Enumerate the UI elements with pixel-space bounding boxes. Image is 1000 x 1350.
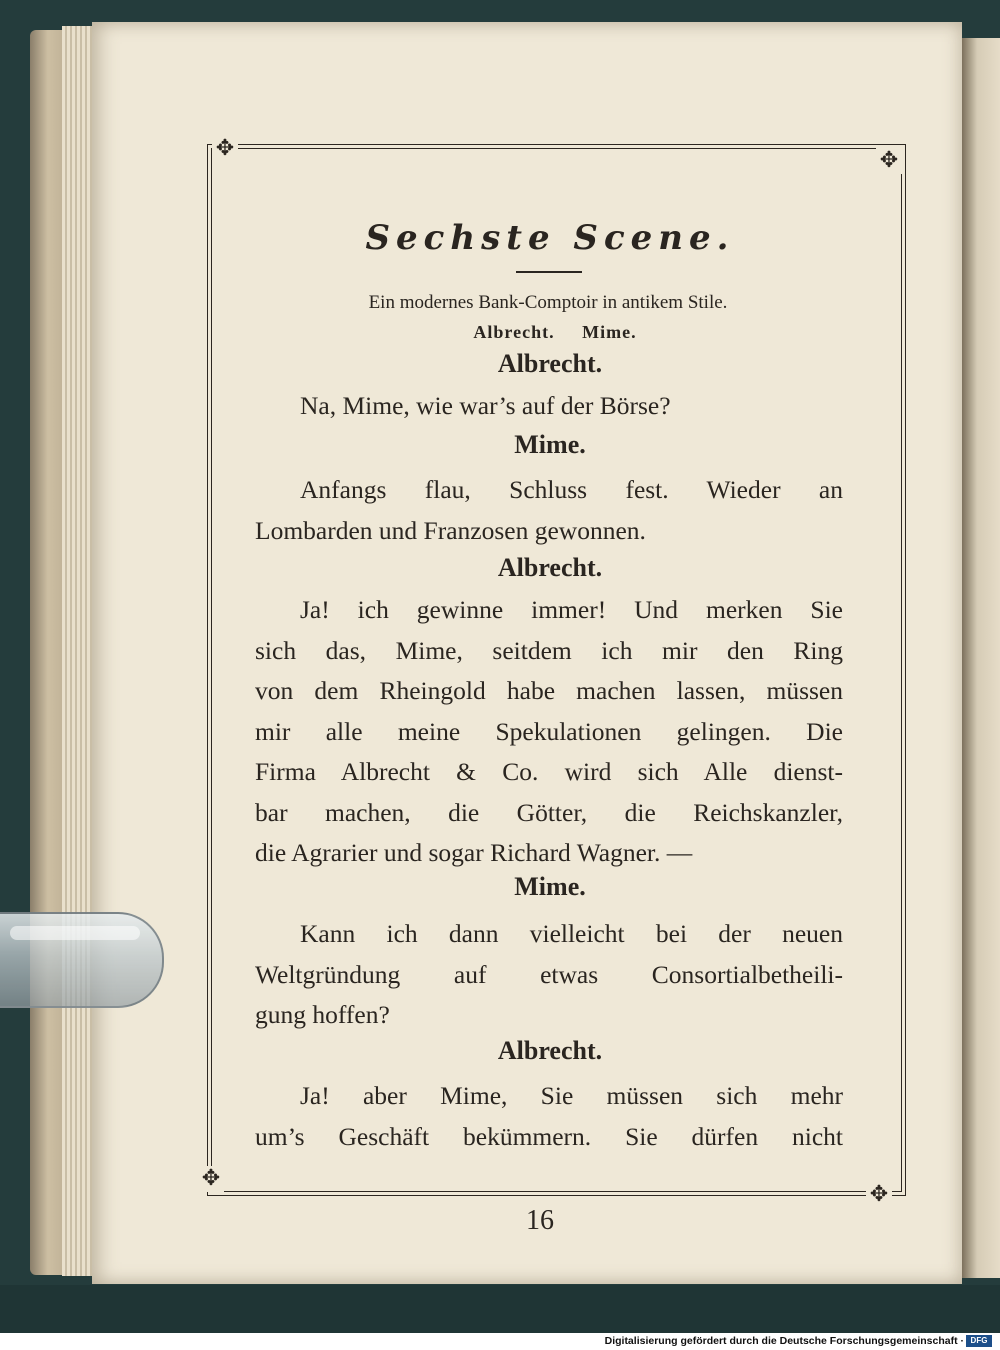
dialogue-text <box>255 386 843 427</box>
dialogue-line: um’s Geschäft bekümmern. Sie dürfen nicht <box>255 1121 843 1151</box>
cast-mime: Mime. <box>582 322 637 342</box>
title-rule <box>516 271 582 273</box>
dialogue-line: bar machen, die Götter, die Reichskanzler, <box>255 797 843 827</box>
dfg-logo-icon: DFG <box>966 1335 992 1347</box>
fleuron-icon: ✥ <box>866 1182 892 1208</box>
page-number: 16 <box>526 1205 554 1236</box>
cast-albrecht: Albrecht. <box>473 322 555 342</box>
page-stack <box>62 26 92 1276</box>
fleuron-icon: ✥ <box>876 148 902 174</box>
dialogue-line: Na, Mime, wie war’s auf der Börse? <box>300 391 671 420</box>
funding-credit: Digitalisierung gefördert durch die Deutsche Forschungsgemeinschaft · <box>604 1335 964 1347</box>
speaker-label: Albrecht. <box>497 349 603 378</box>
fleuron-icon: ✥ <box>212 136 238 162</box>
speaker-label: Albrecht. <box>497 1036 603 1065</box>
dialogue-line: mir alle meine Spekulationen gelingen. Die <box>255 716 843 746</box>
dialogue-line: die Agrarier und sogar Richard Wagner. — <box>255 838 693 867</box>
dialogue-line: Kann ich dann vielleicht bei der neuen <box>300 919 843 948</box>
stage-direction: Ein modernes Bank-Comptoir in antikem Stile. <box>368 292 728 313</box>
scene-title: Sechste Scene. <box>365 218 735 258</box>
dialogue-line: gung hoffen? <box>255 1000 390 1029</box>
speaker-label: Mime. <box>514 872 586 901</box>
bookmark-highlight <box>10 926 140 940</box>
fleuron-icon: ✥ <box>198 1166 224 1192</box>
scan-background <box>0 1285 1000 1333</box>
speaker-label: Mime. <box>514 430 586 459</box>
dialogue-line: Ja! aber Mime, Sie müssen sich mehr <box>300 1081 843 1110</box>
dialogue-line: Lombarden und Franzosen gewonnen. <box>255 515 646 545</box>
dialogue-line: Anfangs flau, Schluss fest. Wieder an <box>300 475 843 504</box>
dialogue-text <box>255 590 843 874</box>
dialogue-line: sich das, Mime, seitdem ich mir den Ring <box>255 635 843 665</box>
speaker-label: Albrecht. <box>497 553 603 582</box>
dialogue-text <box>255 1076 843 1157</box>
dialogue-line: Firma Albrecht & Co. wird sich Alle dienst- <box>255 757 843 786</box>
dialogue-text <box>255 470 843 551</box>
credit-bar <box>0 1333 1000 1350</box>
cast-list <box>400 322 710 343</box>
dialogue-text <box>255 914 843 1036</box>
dialogue-line: Weltgründung auf etwas Consortialbetheili- <box>255 959 843 989</box>
dialogue-line: von dem Rheingold habe machen lassen, müssen <box>255 676 843 705</box>
dialogue-line: Ja! ich gewinne immer! Und merken Sie <box>300 595 843 624</box>
facing-page-edge <box>962 38 1000 1278</box>
